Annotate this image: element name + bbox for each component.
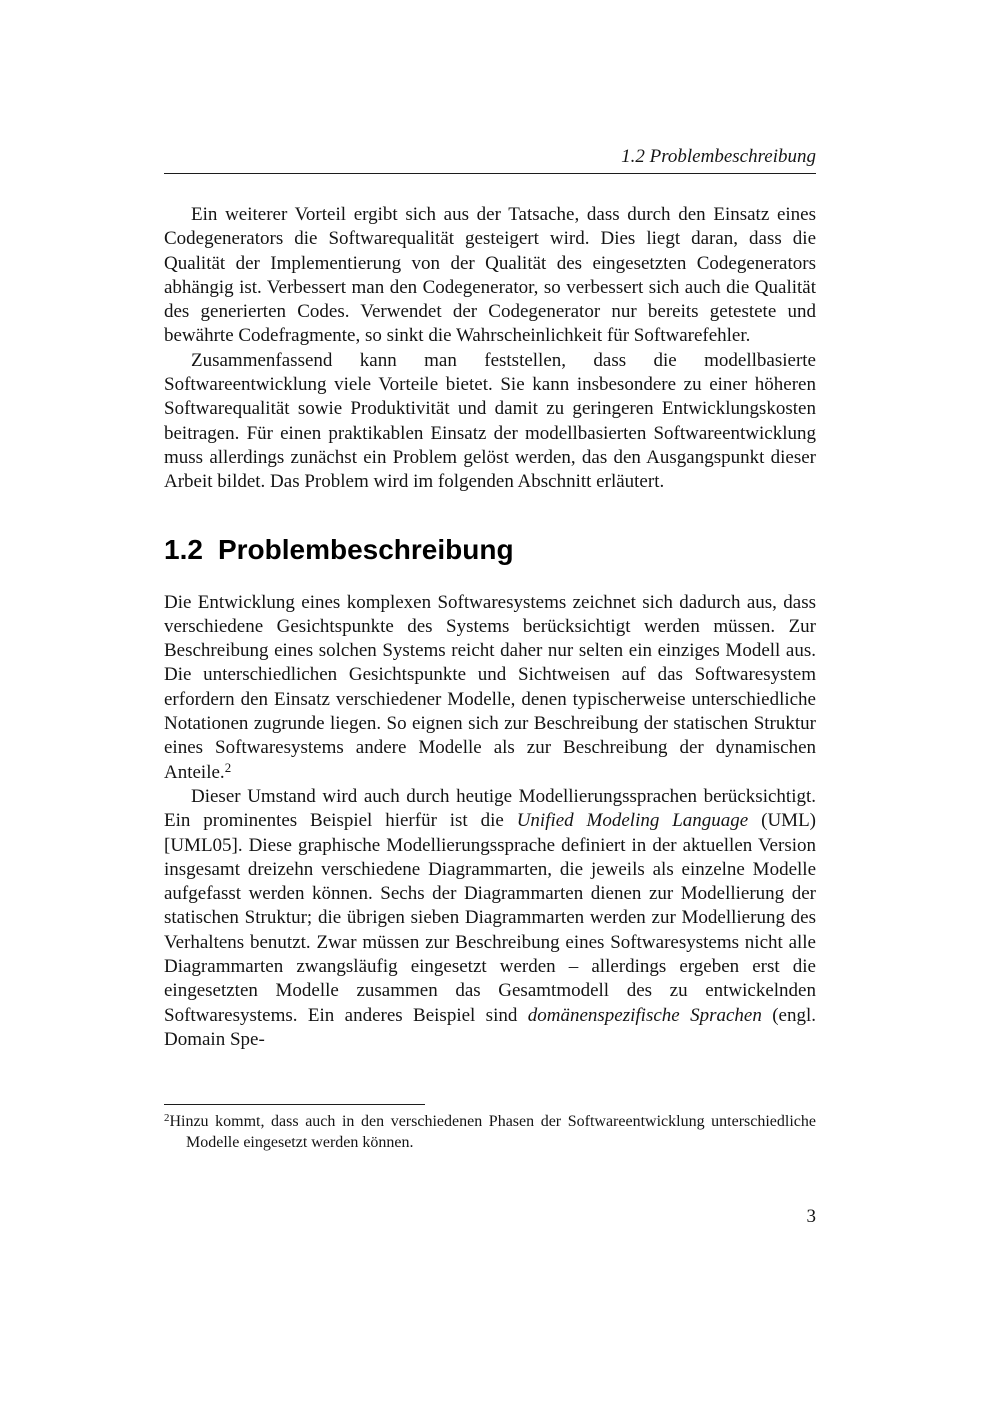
section-title: Problembeschreibung — [217, 533, 514, 565]
paragraph-uml-modeling: Dieser Umstand wird auch durch heutige Modellierungssprachen berücksichtigt. Ein prominentes Beispiel hierfür ist die Unified Modeling Language (UML) [UML05]. Diese graphische Modellierungssprache definiert in der aktuellen Version insgesamt dreizehn verschiedene Diagrammarten, die jeweils als einzelne Modelle aufgefasst werden können. Sechs der Diagrammarten dienen zur Modellierung der statischen Struktur; die übrigen sieben Diagrammarten werden zur Modellierung des Verhaltens benutzt. Zwar müssen zur Beschreibung eines Softwaresystems nicht alle Diagrammarten zwangsläufig eingesetzt werden – allerdings ergeben erst die eingesetzten Modelle zusammen das Gesamtmodell des zu entwickelnden Softwaresystems. Ein anderes Beispiel sind domänenspezifische Sprachen (engl. Domain Spe- — [164, 785, 817, 1050]
running-header: 1.2 Problembeschreibung — [621, 146, 816, 167]
footnote-rule — [164, 1104, 425, 1105]
body-copy — [164, 203, 816, 1052]
header-rule — [164, 173, 816, 174]
paragraph-codegenerator-quality: Ein weiterer Vorteil ergibt sich aus der Tatsache, dass durch den Einsatz eines Codegenerators die Softwarequalität gesteigert wird. Dies liegt daran, dass die Qualität der Implementierung von der Qualität des eingesetzten Codegenerators abhängig ist. Verbessert man den Codegenerator, so verbessert sich auch die Qualität des generierten Codes. Verwendet der Codegenerator nur bereits getestete und bewährte Codefragmente, so sinkt die Wahrscheinlichkeit für Softwarefehler. — [164, 204, 816, 347]
page-number: 3 — [806, 1206, 816, 1227]
paragraph-complex-systems: Die Entwicklung eines komplexen Softwaresystems zeichnet sich dadurch aus, dass verschiedene Gesichtspunkte des Systems berücksichtigt werden müssen. Zur Beschreibung eines solchen Systems reicht daher nur selten ein einziges Modell aus. Die unterschiedlichen Gesichtspunkte und Sichtweisen auf das Softwaresystem erfordern den Einsatz verschiedener Modelle, denen typischerweise unterschiedliche Notationen zugrunde liegen. So eignen sich zur Beschreibung der statischen Struktur eines Softwaresystems andere Modelle als zur Beschreibung der dynamischen Anteile.$^2$ — [164, 591, 816, 783]
footnote-text: $^2$Hinzu kommt, dass auch in den verschiedenen Phasen der Softwareentwicklung unterschiedliche Modelle eingesetzt werden können. — [164, 1112, 816, 1151]
paragraph-summary-advantages: Zusammenfassend kann man feststellen, dass die modellbasierte Softwareentwicklung viele Vorteile bietet. Sie kann insbesondere zu einer höheren Softwarequalität sowie Produktivität und damit zu geringeren Entwicklungskosten beitragen. Für einen praktikablen Einsatz der modellbasierten Softwareentwicklung muss allerdings zunächst ein Problem gelöst werden, das den Ausgangspunkt dieser Arbeit bildet. Das Problem wird im folgenden Abschnitt erläutert. — [164, 349, 816, 493]
section-number: 1.2 — [164, 533, 203, 565]
section-heading — [164, 534, 816, 566]
footnote-block — [164, 1104, 816, 1153]
text-block — [164, 146, 816, 1052]
